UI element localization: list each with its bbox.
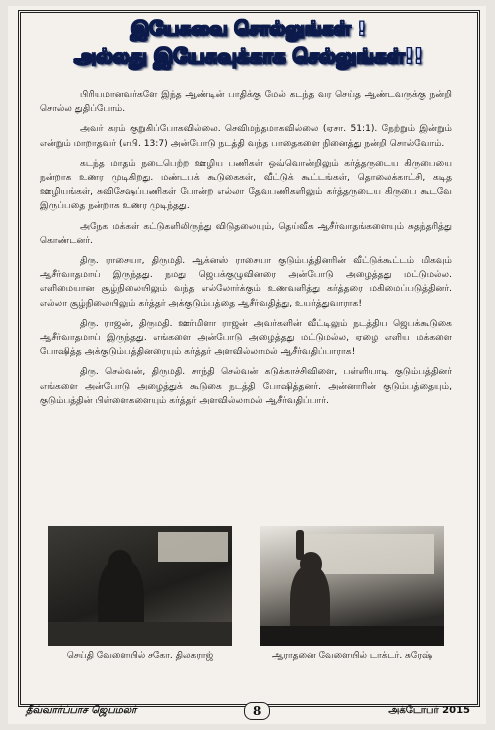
paragraph-3: கடந்த மாதம் நடைபெற்ற ஊழிய பணிகள் ஒவ்வொன்றிலும் கர்த்தருடைய கிருபையை நன்றாக உணர முடிகிறது. மண்டபக் கூடுகைகள், வீட்டுக் கூட்டங்கள், தொலைக்காட்சி, கடித ஊழியங்கள், சுவிசேஷப்பணிகள் போன்ற எல்லா தேவபணிகளிலும் கர்த்தருடைய கிருபை கூடவே இருப்பதை நன்றாக உணர முடிந்தது.	[40, 158, 452, 212]
photo-sermon	[48, 526, 232, 646]
magazine-page	[8, 6, 486, 724]
photo-caption-2: ஆராதனை வேளையில் டாக்டர். சுரேஷ்	[271, 651, 433, 661]
paragraph-4: அநேக மக்கள் கட்டுகளிலிருந்து விடுதலையும், தெய்வீக ஆசீர்வாதங்களையும் சுதந்தரித்து கொண்டனர்.	[40, 221, 452, 246]
article-body	[40, 88, 452, 414]
page-number: 8	[244, 702, 270, 720]
headline-line-2: அல்லது இயேசுவுக்காக செல்லுங்கள்!!	[74, 44, 423, 68]
paragraph-2: அவர் கரம் குறுகிப்போகவில்லை. செவிமந்தமாகவில்லை (ஏசா. 51:1). நேற்றும் இன்றும் என்றும் மாறாதவர் (எபி. 13:7) அன்போடு நடத்தி வந்த பாதைகளை நினைத்து நன்றி சொல்வோம்.	[40, 124, 452, 149]
magazine-name: தீவ்வார்ப்பாச ஜெபமலர்	[26, 705, 137, 716]
paragraph-7: திரு. செல்வன், திருமதி. சாந்தி செல்வன் கடுக்காச்சிவிளை, பள்ளியாடி குடும்பத்தினர் எங்களை அன்போடு அழைத்துக் கூடுகை நடத்தி போஷித்தனர். அன்னாரின் குடும்பத்தையும், குடும்பத்தின் பிள்ளைகளையும் கர்த்தர் அளவில்லாமல் ஆசீர்வதிப்பார்.	[40, 367, 452, 406]
photo-caption-1: செய்தி வேளையில் சகோ. திலகராஜ்	[66, 651, 214, 661]
photo-worship	[260, 526, 444, 646]
paragraph-1: பிரியமானவர்களே இந்த ஆண்டின் பாதிக்கு மேல் கடந்த வர செய்த ஆண்டவருக்கு நன்றி சொல்ல துதிப்போம்.	[40, 90, 452, 115]
paragraph-5: திரு. ராசையா, திருமதி. ஆக்னஸ் ராசையா குடும்பத்தினரின் வீட்டுக்கூட்டம் மிகவும் ஆசீர்வாதமாய் இருந்தது. நமது ஜெபக்குழுவினரை அன்போடு அழைத்தது மட்டுமல்ல. எளிமையான சூழ்நிலையிலும் வந்த எல்லோர்க்கும் உணவளித்து கர்த்தரை மகிமைப்படுத்தினர். எல்லா சூழ்நிலையிலும் கர்த்தர் அக்குடும்பத்தை ஆசீர்வதித்து, உயர்த்துவாராக!	[40, 256, 452, 309]
photo-gallery	[48, 526, 448, 686]
page-footer	[26, 702, 474, 720]
headline-line-1: இயேசுவை சொல்லுங்கள் !	[130, 18, 367, 40]
issue-date: அக்டோபர் 2015	[388, 705, 470, 716]
paragraph-6: திரு. ராஜன், திருமதி. ஊர்மிளா ராஜன் அவர்களின் வீட்டிலும் நடத்திய ஜெபக்கூடுகை ஆசீர்வாதமாய் இருந்தது. எங்களை அன்போடு அழைத்தது மட்டுமல்ல, ஏழை எளிய மக்களை போஷித்த அக்குடும்பத்தினரையும் கர்த்தர் அளவில்லாமல் ஆசீர்வதிப்பாராக!	[40, 318, 452, 358]
